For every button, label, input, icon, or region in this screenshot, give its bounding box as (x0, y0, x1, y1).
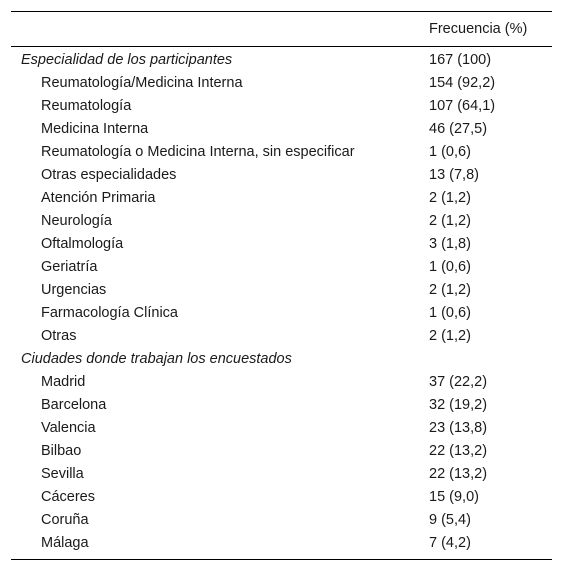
row-frequency-value: 15 (9,0) (429, 489, 479, 505)
row-frequency-value: 37 (22,2) (429, 374, 488, 390)
row-label: Málaga (41, 535, 89, 551)
table-header-row (11, 12, 552, 47)
row-frequency-value: 46 (27,5) (429, 121, 488, 137)
data-table-container (11, 11, 552, 560)
table-row (11, 302, 552, 325)
section-label: Ciudades donde trabajan los encuestados (21, 351, 292, 367)
row-frequency-value: 1 (0,6) (429, 144, 471, 160)
row-frequency-value: 2 (1,2) (429, 328, 471, 344)
row-label: Urgencias (41, 282, 107, 298)
row-frequency-value: 9 (5,4) (429, 512, 471, 528)
row-label: Bilbao (41, 443, 82, 459)
row-label: Cáceres (41, 489, 95, 505)
row-label: Atención Primaria (41, 190, 156, 206)
row-label: Barcelona (41, 397, 107, 413)
row-frequency-value: 23 (13,8) (429, 420, 488, 436)
table-row (11, 256, 552, 279)
header-frequency-cell: Frecuencia (%) (429, 20, 528, 37)
table-row (11, 509, 552, 532)
table-row (11, 164, 552, 187)
row-label: Sevilla (41, 466, 84, 482)
frequency-table (11, 11, 552, 560)
row-frequency-value: 2 (1,2) (429, 213, 471, 229)
row-frequency-value: 2 (1,2) (429, 190, 471, 206)
row-label: Neurología (41, 213, 112, 229)
table-row (11, 417, 552, 440)
row-label: Farmacología Clínica (41, 305, 178, 321)
section-label: Especialidad de los participantes (21, 52, 233, 68)
row-frequency-value: 3 (1,8) (429, 236, 471, 252)
row-label: Otras (41, 328, 77, 344)
row-label: Oftalmología (41, 236, 124, 252)
table-section-row (11, 47, 552, 73)
row-frequency-value: 32 (19,2) (429, 397, 488, 413)
row-label: Medicina Interna (41, 121, 149, 137)
table-row (11, 463, 552, 486)
table-row (11, 233, 552, 256)
row-frequency-value: 13 (7,8) (429, 167, 479, 183)
table-row (11, 95, 552, 118)
row-frequency-value: 7 (4,2) (429, 535, 471, 551)
row-label: Reumatología (41, 98, 132, 114)
table-row (11, 187, 552, 210)
row-label: Coruña (41, 512, 89, 528)
table-row (11, 440, 552, 463)
row-label: Geriatría (41, 259, 98, 275)
table-row (11, 279, 552, 302)
table-row (11, 532, 552, 560)
row-frequency-value: 22 (13,2) (429, 466, 488, 482)
row-frequency-value: 154 (92,2) (429, 75, 496, 91)
header-label-cell (11, 12, 429, 47)
row-label: Reumatología/Medicina Interna (41, 75, 243, 91)
row-frequency-value: 107 (64,1) (429, 98, 496, 114)
row-label: Reumatología o Medicina Interna, sin especificar (41, 144, 355, 160)
table-row (11, 118, 552, 141)
row-label: Otras especialidades (41, 167, 177, 183)
table-body (11, 47, 552, 560)
table-row (11, 72, 552, 95)
row-frequency-value: 1 (0,6) (429, 305, 471, 321)
row-label: Madrid (41, 374, 86, 390)
table-row (11, 486, 552, 509)
row-frequency-value: 167 (100) (429, 52, 492, 68)
row-frequency-value: 22 (13,2) (429, 443, 488, 459)
row-frequency-value: 2 (1,2) (429, 282, 471, 298)
row-label: Valencia (41, 420, 96, 436)
table-row (11, 371, 552, 394)
table-row (11, 210, 552, 233)
row-frequency-value (429, 348, 552, 371)
row-frequency-value: 1 (0,6) (429, 259, 471, 275)
table-row (11, 325, 552, 348)
table-row (11, 141, 552, 164)
table-row (11, 394, 552, 417)
table-section-row (11, 348, 552, 371)
